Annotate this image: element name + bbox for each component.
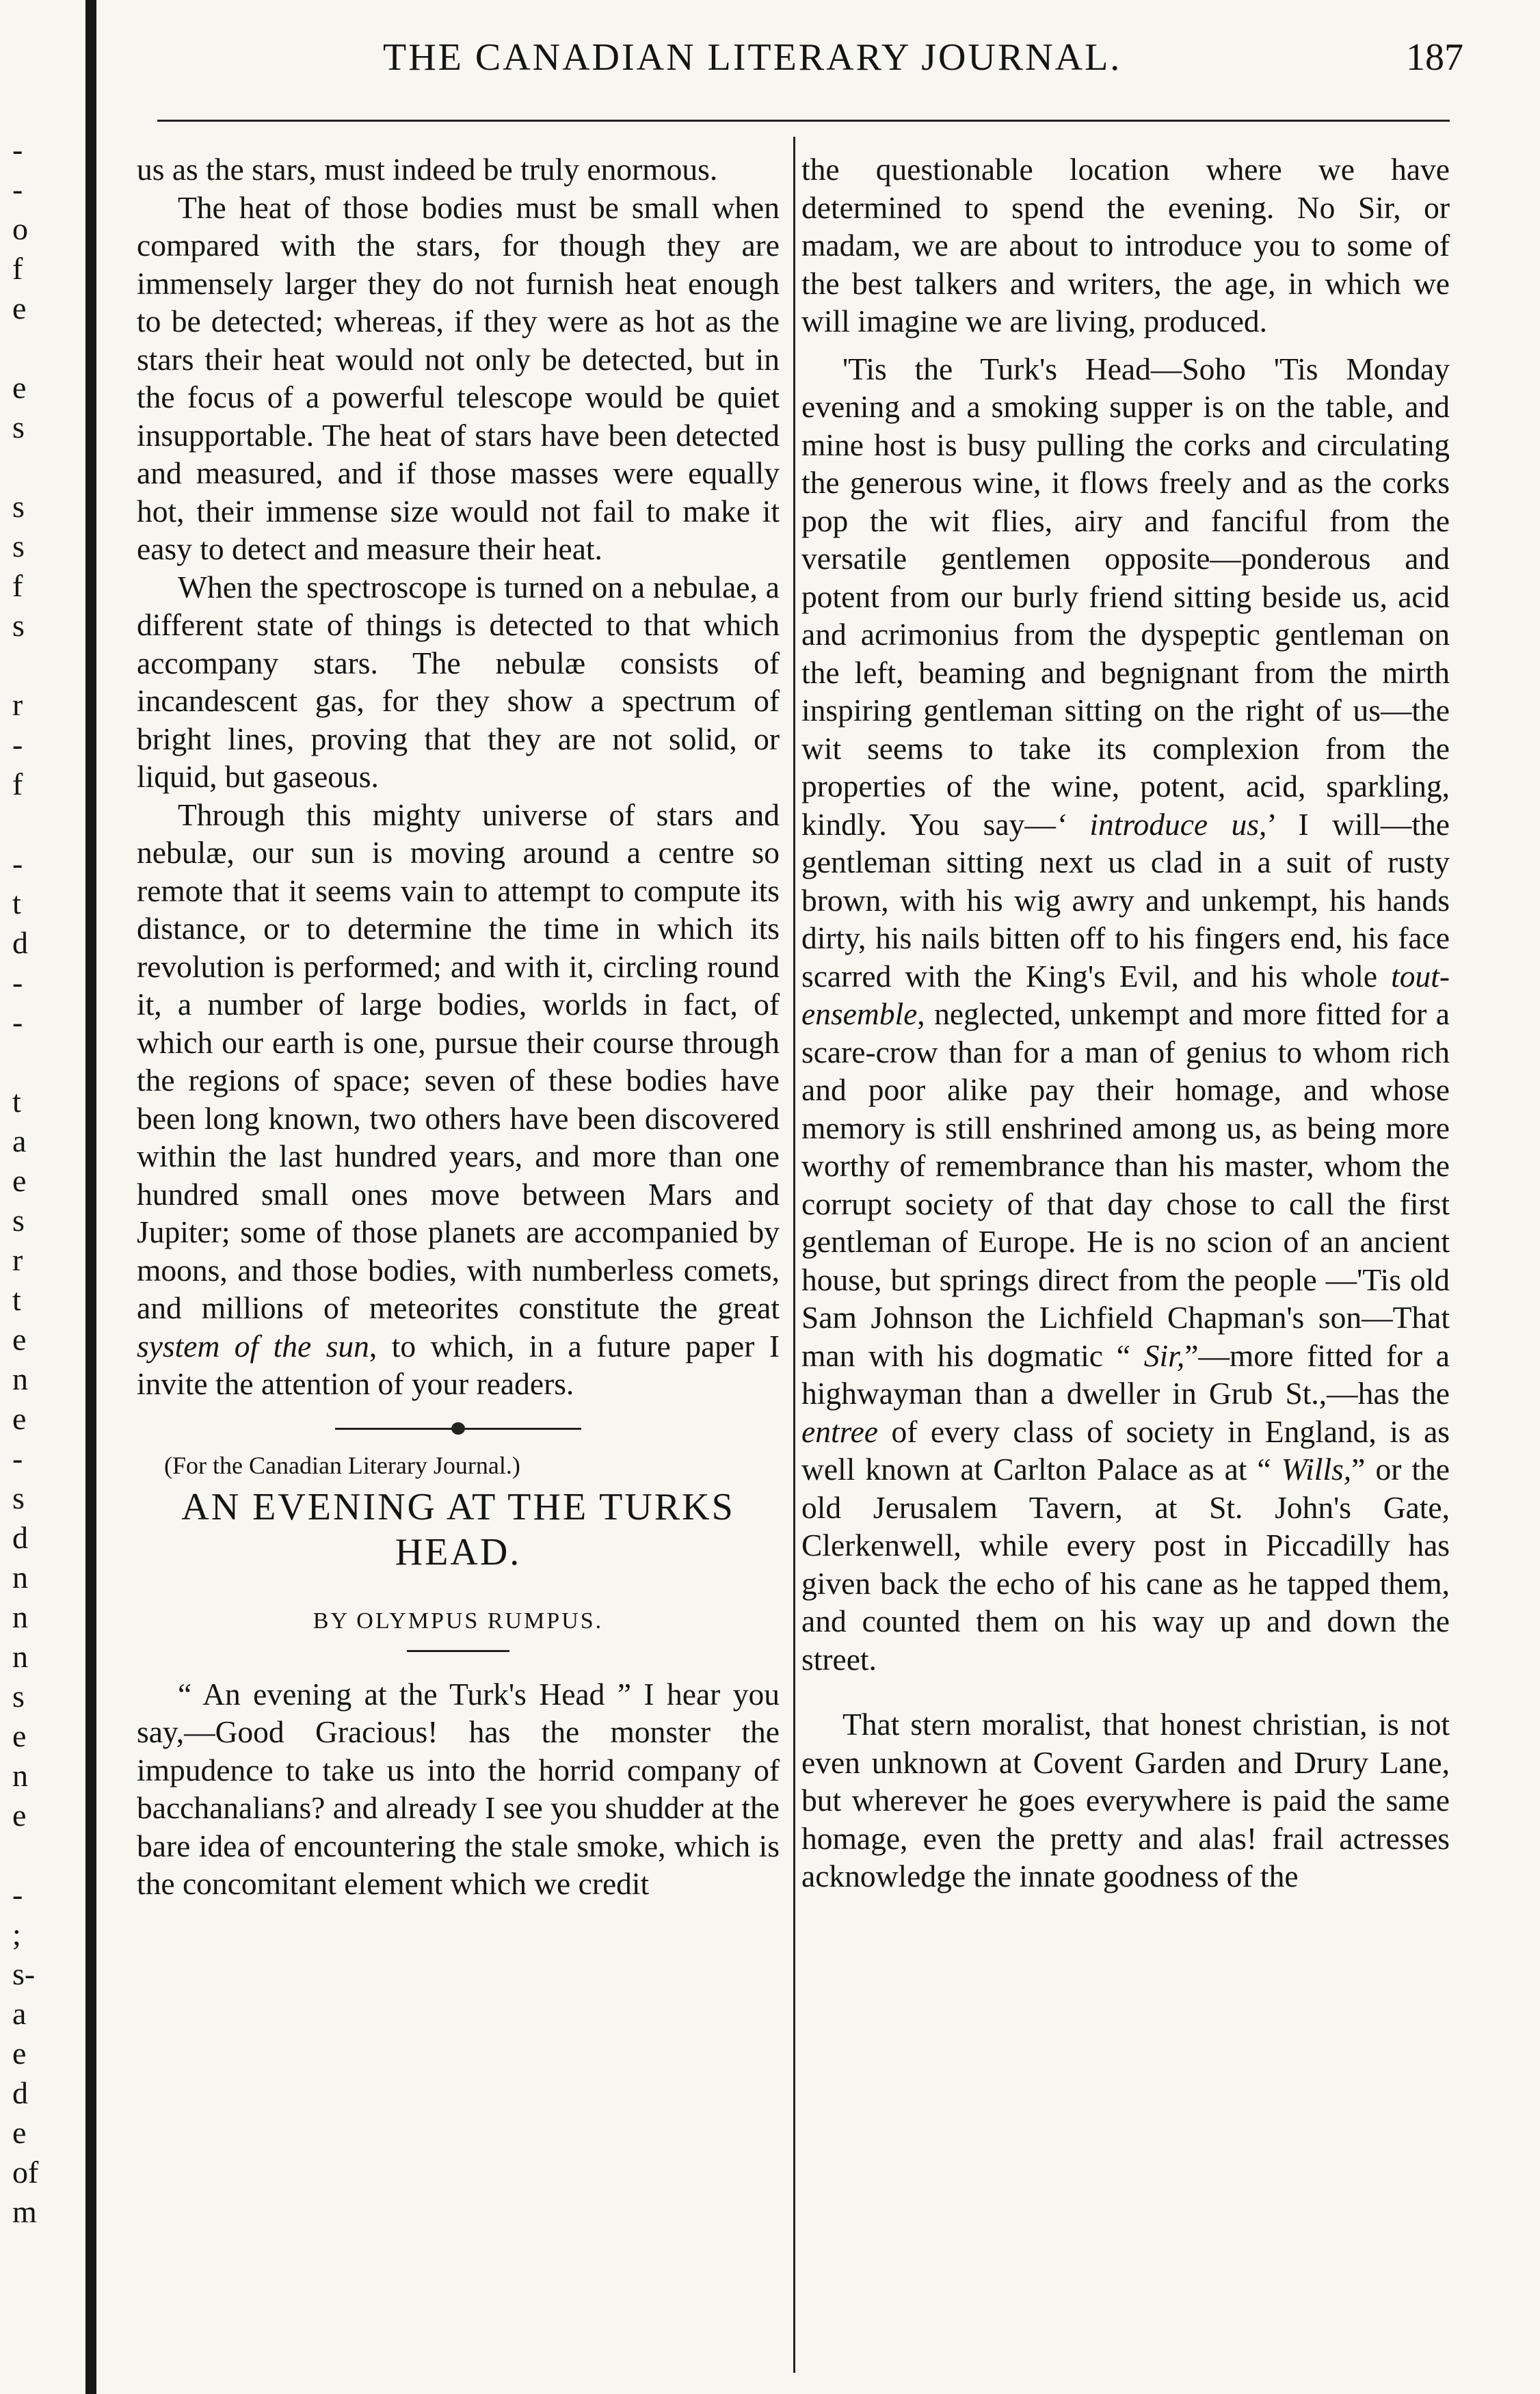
margin-fragment: -: [12, 1441, 23, 1476]
article-title-line: HEAD.: [395, 1531, 522, 1573]
margin-fragment: s: [12, 608, 25, 643]
paragraph: When the spectroscope is turned on a nebulae, a different state of things is detected to that which accompany stars. The nebulæ consists of incandescent gas, for they show a spectrum of bright lines, proving that they are not solid, or liquid, but gaseous.: [137, 569, 780, 794]
margin-fragment: n: [12, 1639, 28, 1674]
margin-fragment: -: [12, 846, 23, 881]
margin-fragment: e: [12, 1401, 27, 1436]
byline: BY OLYMPUS RUMPUS.: [313, 1608, 604, 1634]
margin-fragment: a: [12, 1996, 27, 2031]
margin-fragment: e: [12, 1718, 27, 1753]
margin-fragment: f: [12, 568, 23, 603]
binding-edge-bar: [85, 0, 96, 2394]
margin-fragment: a: [12, 1123, 27, 1158]
margin-fragment: t: [12, 1084, 21, 1119]
margin-fragment: m: [12, 2194, 37, 2229]
text-run: of every class of society in England, is as well known at Carlton Palace as at “: [801, 1413, 1450, 1487]
paragraph: the questionable location where we have determined to spend the evening. No Sir, or madam, we are about to introduce you to some of the best talkers and writers, the age, in which we will imagine we are living, produced.: [801, 152, 1450, 338]
article-title-line: AN EVENING AT THE TURKS: [181, 1486, 735, 1528]
paragraph: us as the stars, must indeed be truly enormous.: [137, 152, 718, 187]
margin-fragment: d: [12, 2075, 28, 2110]
margin-fragment: -: [12, 132, 23, 167]
margin-fragment: ;: [12, 1917, 21, 1952]
left-column: [137, 150, 780, 1903]
margin-fragment: s: [12, 1480, 25, 1515]
margin-fragment: o: [12, 211, 28, 246]
margin-fragment: f: [12, 767, 23, 801]
margin-fragment: -: [12, 1005, 23, 1039]
italic-run: tout-ensemble: [801, 958, 1450, 1031]
margin-fragment: e: [12, 1322, 27, 1357]
margin-fragment: d: [12, 925, 28, 960]
text-run: ” or the old Jerusalem Tavern, at St. John's Gate, Clerkenwell, while every post in Piccadilly has given back the echo of his cane as he tapped them, and counted them on his way up and down the street.: [801, 1452, 1450, 1677]
paragraph: “ An evening at the Turk's Head ” I hear you say,—Good Gracious! has the monster the impudence to take us into the horrid company of bacchanalians? and already I see you shudder at the bare idea of encountering the stale smoke, which is the concomitant element which we credit: [137, 1676, 780, 1901]
margin-fragment: e: [12, 1163, 27, 1198]
paragraph: [137, 796, 780, 1403]
source-note: (For the Canadian Literary Journal.): [164, 1451, 520, 1479]
text-run: ”—more fitted for a highwayman than a dweller in Grub St.,—has the: [801, 1338, 1450, 1411]
margin-fragment: e: [12, 2115, 27, 2150]
text-run: , neglected, unkempt and more fitted for a scare-crow than for a man of genius to whom rich and poor alike pay their homage, and whose memory is still enshrined among us, as being more worthy of remembrance than his master, whom the corrupt society of that day chose to call the first gentleman of Europe. He is no scion of an ancient house, but springs direct from the people —'Tis old Sam Johnson the Lichfield Chapman's son—That man with his dogmatic “: [801, 996, 1450, 1373]
margin-fragment: -: [12, 172, 23, 207]
margin-fragment: e: [12, 2036, 27, 2071]
header-rule: [157, 120, 1450, 122]
margin-fragment: e: [12, 291, 27, 325]
margin-fragment: s: [12, 410, 25, 444]
margin-fragment: s: [12, 529, 25, 563]
margin-fragment: n: [12, 1560, 28, 1595]
margin-fragment: n: [12, 1599, 28, 1634]
margin-fragment: [0, 1042, 75, 1082]
left-margin-fragments: [0, 130, 75, 2386]
short-rule: [407, 1650, 509, 1652]
margin-fragment: d: [12, 1520, 28, 1555]
margin-fragment: [0, 1835, 75, 1875]
margin-fragment: s-: [12, 1956, 36, 1991]
margin-fragment: n: [12, 1758, 28, 1793]
column-divider: [793, 137, 795, 2373]
italic-run: Wills,: [1281, 1452, 1352, 1487]
margin-fragment: of: [12, 2155, 39, 2190]
margin-fragment: r: [12, 1242, 23, 1277]
margin-fragment: s: [12, 489, 25, 524]
margin-fragment: t: [12, 886, 21, 920]
section-ornament-rule: [335, 1418, 581, 1439]
article-title: [137, 1485, 780, 1575]
margin-fragment: s: [12, 1679, 25, 1714]
italic-run: ‘ introduce us,: [1055, 806, 1267, 842]
margin-fragment: -: [12, 965, 23, 1000]
margin-fragment: -: [12, 1877, 23, 1912]
margin-fragment: [0, 328, 75, 368]
paragraph: That stern moralist, that honest christian, is not even unknown at Covent Garden and Drury Lane, but wherever he goes everywhere is paid the same homage, even the pretty and alas! frail actresses acknowledge the innate goodness of the: [801, 1707, 1450, 1893]
margin-fragment: r: [12, 687, 23, 722]
margin-fragment: [0, 447, 75, 487]
right-column: [801, 150, 1450, 1896]
italic-run: system of the sun: [137, 1328, 369, 1364]
margin-fragment: s: [12, 1203, 25, 1238]
journal-title: THE CANADIAN LITERARY JOURNAL.: [383, 36, 1122, 79]
paragraph: [801, 350, 1450, 1679]
margin-fragment: e: [12, 1798, 27, 1833]
margin-fragment: e: [12, 370, 27, 405]
italic-run: entree: [801, 1413, 878, 1449]
text-run: 'Tis the Turk's Head—Soho 'Tis Monday evening and a smoking supper is on the table, and mine host is busy pulling the corks and circulating the generous wine, it flows freely and as the corks pop the wit flies, airy and fanciful from the versatile gentlemen opposite—ponderous and potent from our burly friend sitting beside us, acid and acrimonius from the dyspeptic gentleman on the left, beaming and begnignant from the mirth inspiring gentleman sitting on the right of us—the wit seems to take its complexion from the properties of the wine, potent, acid, sparkling, kindly. You say—: [801, 351, 1450, 842]
text-run: , to which, in a future paper I invite the attention of your readers.: [137, 1328, 780, 1401]
margin-fragment: n: [12, 1361, 28, 1396]
text-run: ’ I will—the gentleman sitting next us clad in a suit of rusty brown, with his wig awry and unkempt, his hands dirty, his nails bitten off to his fingers end, his face scarred with the King's Evil, and his whole: [801, 806, 1450, 994]
margin-fragment: [0, 804, 75, 844]
margin-fragment: -: [12, 727, 23, 762]
margin-fragment: f: [12, 251, 23, 286]
margin-fragment: t: [12, 1282, 21, 1317]
italic-run: Sir,: [1143, 1338, 1185, 1373]
margin-fragment: [0, 646, 75, 685]
text-run: Through this mighty universe of stars and nebulæ, our sun is moving around a centre so remote that it seems vain to attempt to compute its distance, or to determine the time in which its revolution is performed; and with it, circling round it, a number of large bodies, worlds in fact, of which our earth is one, pursue their course through the regions of space; seven of these bodies have been long known, two others have been discovered within the last hundred years, and more than one hundred small ones move between Mars and Jupiter; some of those planets are accompanied by moons, and those bodies, with numberless comets, and millions of meteorites constitute the great: [137, 797, 780, 1325]
running-head: [137, 36, 1463, 90]
paragraph: The heat of those bodies must be small when compared with the stars, for though they are immensely larger they do not furnish heat enough to be detected; whereas, if they were as hot as the stars their heat would not only be detected, but in the focus of a powerful telescope would be quiet insupportable. The heat of stars have been detected and measured, and if those masses were equally hot, their immense size would not fail to make it easy to detect and measure their heat.: [137, 189, 780, 566]
page-number: 187: [1406, 36, 1463, 79]
